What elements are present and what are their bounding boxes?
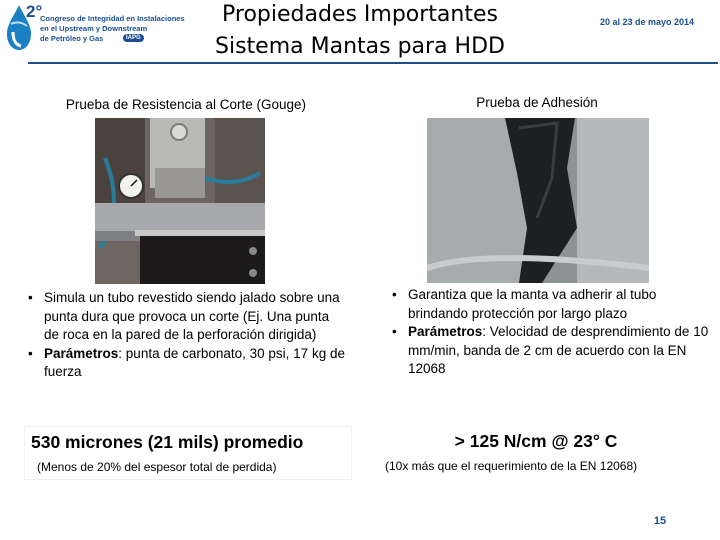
logo-line-1: Congreso de Integridad en Instalaciones xyxy=(40,14,185,23)
adhesion-result-box xyxy=(373,426,699,478)
bullet-bold-label: Parámetros xyxy=(44,345,119,361)
adhesion-test-bullets xyxy=(392,286,710,379)
bullet-text: : punta de carbonato, 30 psi, 17 kg de fuerza xyxy=(44,345,345,379)
slide-title-line-2: Sistema Mantas para HDD xyxy=(215,34,505,59)
adhesion-test-title: Prueba de Adhesión xyxy=(476,95,598,110)
bullet-text: : Velocidad de desprendimiento de 10 mm/min, banda de 2 cm de acuerdo con la EN 12068 xyxy=(408,324,709,376)
list-item xyxy=(28,289,346,345)
adhesion-test-photo xyxy=(427,118,649,283)
gouge-test-bullets xyxy=(28,289,346,382)
page-number: 15 xyxy=(653,515,667,527)
gouge-test-photo xyxy=(95,118,265,284)
logo-badge: IAPG xyxy=(123,34,144,42)
gouge-result-note: (Menos de 20% del espesor total de perdida) xyxy=(37,460,277,474)
logo-line-3: de Petróleo y Gas xyxy=(40,34,104,43)
bullet-marker: • xyxy=(28,345,33,361)
gouge-result-value: 530 micrones (21 mils) promedio xyxy=(31,432,304,452)
bullet-marker: • xyxy=(392,287,397,302)
bullet-bold-label: Parámetros xyxy=(408,324,483,339)
bullet-text: Simula un tubo revestido siendo jalado sobre una punta dura que provoca un corte (Ej. Una punta de roca en la pared de la perforación dirigida) xyxy=(44,290,340,342)
logo-line-2: en el Upstream y Downstream xyxy=(40,24,148,33)
event-date: 20 al 23 de mayo 2014 xyxy=(600,17,695,27)
bullet-marker: • xyxy=(28,290,33,305)
gouge-test-title: Prueba de Resistencia al Corte (Gouge) xyxy=(65,97,307,112)
adhesion-result-note: (10x más que el requerimiento de la EN 12068) xyxy=(385,459,638,473)
gouge-result-box xyxy=(24,426,352,480)
logo-number: 2° xyxy=(26,2,43,21)
list-item xyxy=(392,323,710,379)
adhesion-result-value: > 125 N/cm @ 23° C xyxy=(454,431,618,451)
slide-title-line-1: Propiedades Importantes xyxy=(222,2,498,27)
bullet-marker: • xyxy=(392,324,397,339)
list-item xyxy=(392,286,710,323)
bullet-text: Garantiza que la manta va adherir al tubo brindando protección por largo plazo xyxy=(408,287,657,321)
list-item xyxy=(28,345,346,382)
header-divider xyxy=(28,62,718,64)
